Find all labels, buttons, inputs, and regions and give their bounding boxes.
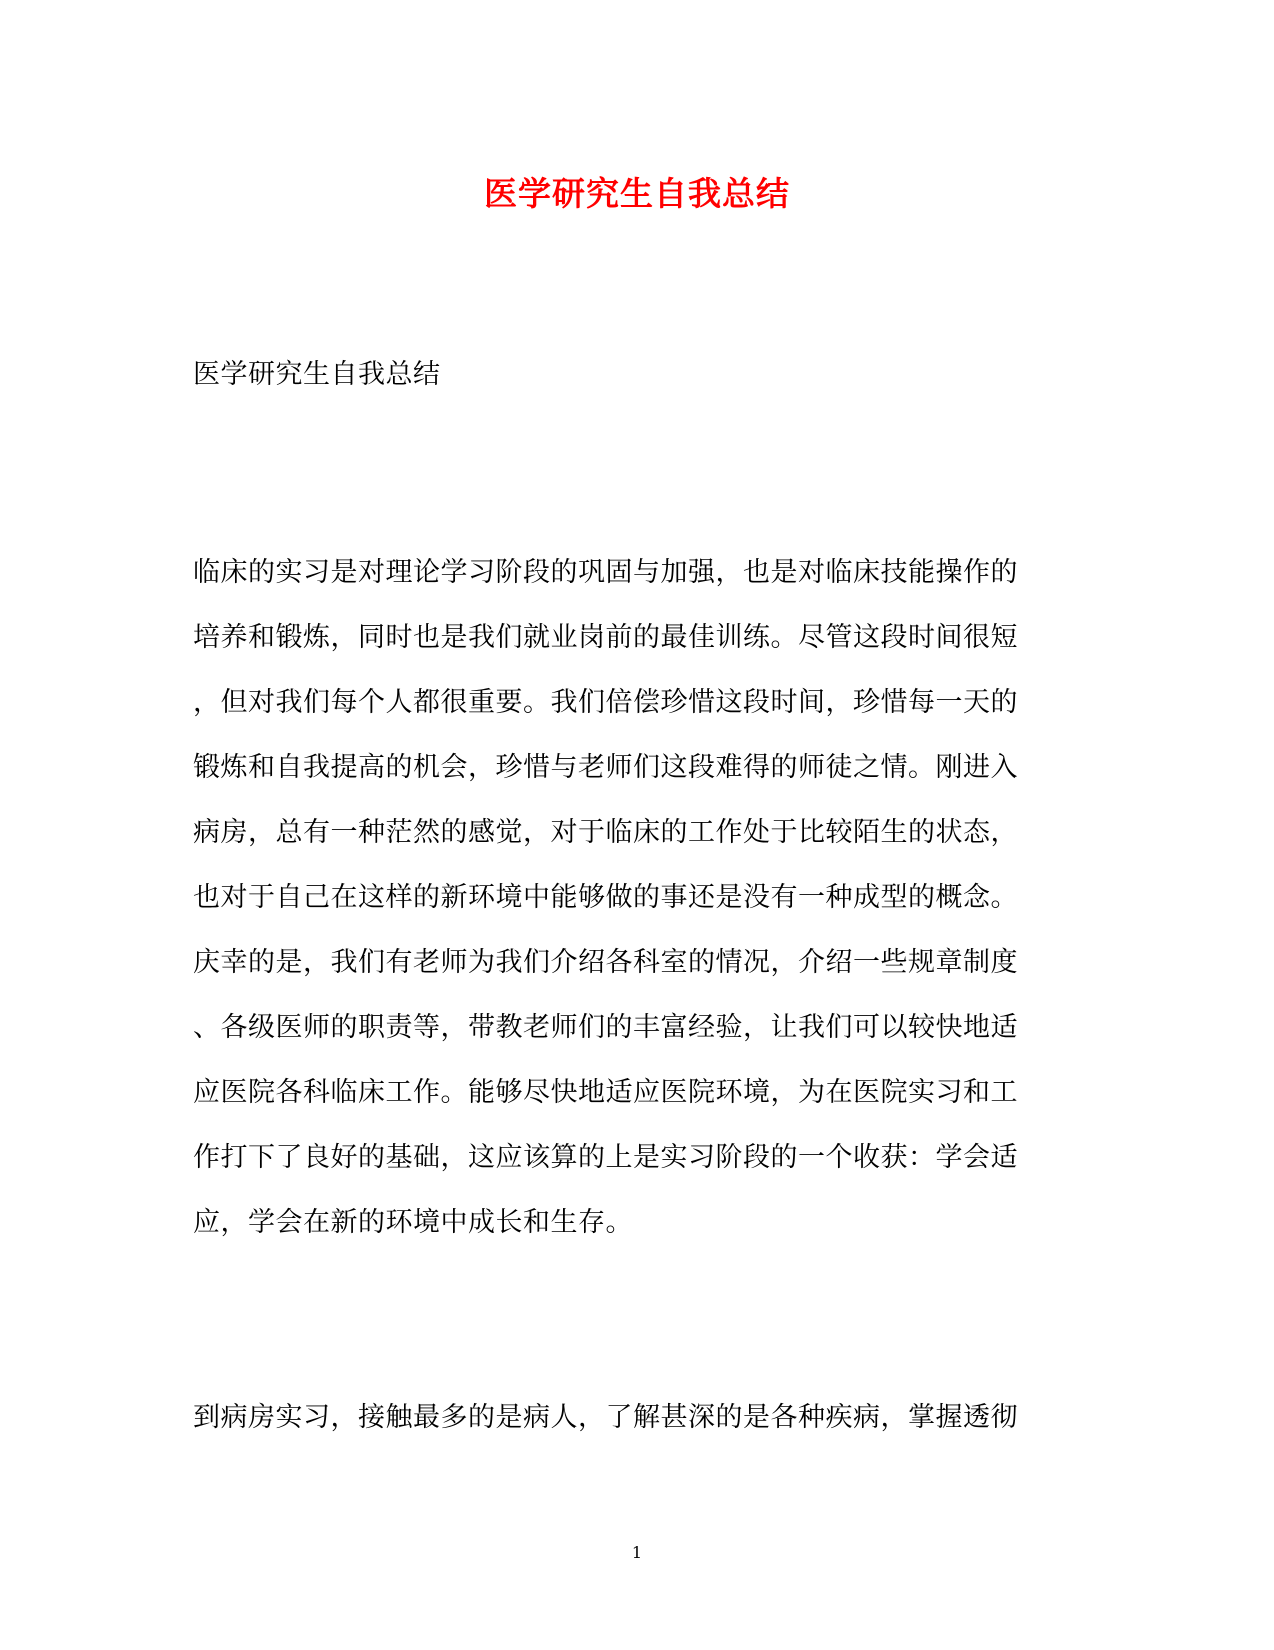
paragraph-line: ，但对我们每个人都很重要。我们倍偿珍惜这段时间，珍惜每一天的 bbox=[193, 687, 1018, 718]
paragraph-line: 临床的实习是对理论学习阶段的巩固与加强，也是对临床技能操作的 bbox=[193, 557, 1018, 588]
page-number: 1 bbox=[631, 1543, 643, 1562]
paragraph-line: 作打下了良好的基础，这应该算的上是实习阶段的一个收获：学会适 bbox=[193, 1142, 1018, 1173]
paragraph-line: 庆幸的是，我们有老师为我们介绍各科室的情况，介绍一些规章制度 bbox=[193, 947, 1018, 978]
paragraph-line: 、各级医师的职责等，带教老师们的丰富经验，让我们可以较快地适 bbox=[193, 1012, 1018, 1043]
paragraph-line: 应医院各科临床工作。能够尽快地适应医院环境，为在医院实习和工 bbox=[193, 1077, 1018, 1108]
document-subtitle: 医学研究生自我总结 bbox=[193, 359, 441, 390]
paragraph-line: 培养和锻炼，同时也是我们就业岗前的最佳训练。尽管这段时间很短 bbox=[193, 622, 1018, 653]
paragraph-line: 到病房实习，接触最多的是病人，了解甚深的是各种疾病，掌握透彻 bbox=[193, 1402, 1018, 1433]
paragraph-1 bbox=[193, 553, 1073, 1268]
paragraph-line: 病房，总有一种茫然的感觉，对于临床的工作处于比较陌生的状态， bbox=[193, 817, 1018, 848]
document-title: 医学研究生自我总结 bbox=[484, 174, 790, 213]
paragraph-line: 也对于自己在这样的新环境中能够做的事还是没有一种成型的概念。 bbox=[193, 882, 1018, 913]
paragraph-2 bbox=[193, 1398, 1073, 1463]
paragraph-line: 锻炼和自我提高的机会，珍惜与老师们这段难得的师徒之情。刚进入 bbox=[193, 752, 1018, 783]
paragraph-line: 应，学会在新的环境中成长和生存。 bbox=[193, 1207, 633, 1238]
